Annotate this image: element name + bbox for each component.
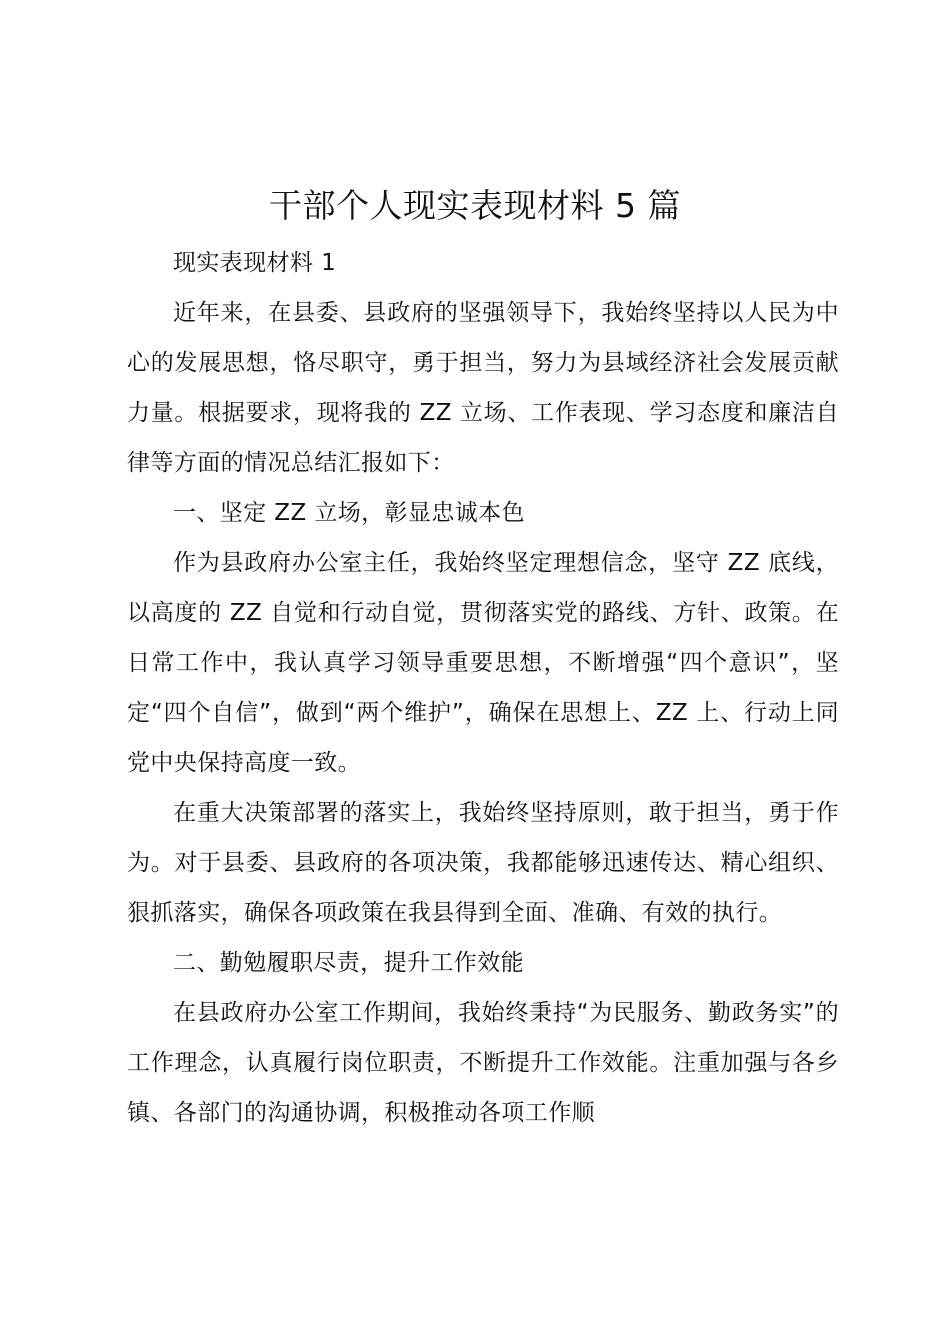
document-body [127,238,839,1138]
paragraph-intro: 近年来，在县委、县政府的坚强领导下，我始终坚持以人民为中心的发展思想，恪尽职守，勇于担当，努力为县域经济社会发展贡献力量。根据要求，现将我的 ZZ 立场、工作表现、学习态度和廉洁自律等方面的情况总结汇报如下： [127,300,839,476]
heading-section-1: 一、坚定 ZZ 立场，彰显忠诚本色 [173,500,525,526]
paragraph-decision-implementation: 在重大决策部署的落实上，我始终坚持原则，敢于担当，勇于作为。对于县委、县政府的各项决策，我都能够迅速传达、精心组织、狠抓落实，确保各项政策在我县得到全面、准确、有效的执行。 [127,800,839,926]
paragraph-political-stance: 作为县政府办公室主任，我始终坚定理想信念，坚守 ZZ 底线，以高度的 ZZ 自觉和行动自觉，贯彻落实党的路线、方针、政策。在日常工作中，我认真学习领导重要思想，不断增强“四个意识”，坚定“四个自信”，做到“两个维护”，确保在思想上、ZZ 上、行动上同党中央保持高度一致。 [127,550,839,776]
document-title: 干部个人现实表现材料 5 篇 [269,186,681,225]
section-subtitle: 现实表现材料 1 [173,250,337,276]
heading-section-2: 二、勤勉履职尽责，提升工作效能 [173,950,524,976]
paragraph-work-performance: 在县政府办公室工作期间，我始终秉持“为民服务、勤政务实”的工作理念，认真履行岗位职责，不断提升工作效能。注重加强与各乡镇、各部门的沟通协调，积极推动各项工作顺 [127,1000,839,1126]
